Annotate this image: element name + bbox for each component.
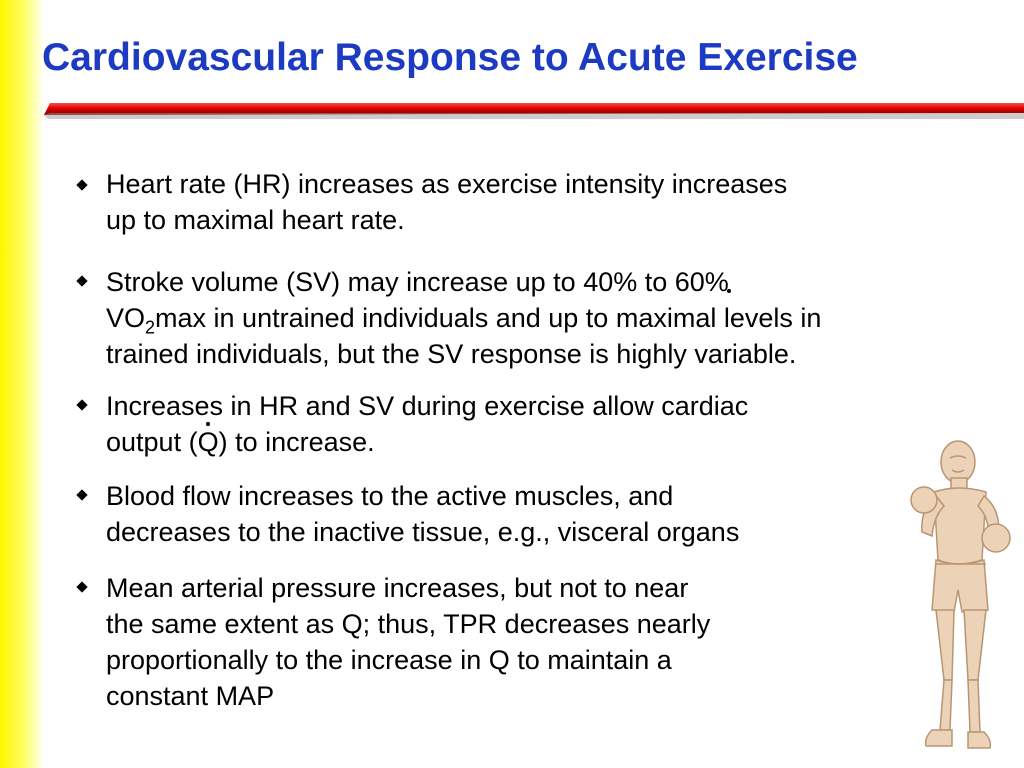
bullet-marker <box>76 179 87 190</box>
bullet-text: Mean arterial pressure increases, but not to near the same extent as Q; thus, TPR decreases nearly proportionally to the increase in Q to maintain a constant MAP <box>106 573 711 711</box>
title-underline-bar <box>44 101 1024 119</box>
bullet-text: Heart rate (HR) increases as exercise intensity increases up to maximal heart rate. <box>106 169 788 235</box>
bullet-marker <box>76 399 87 410</box>
bullet-text: Blood flow increases to the active muscles, and decreases to the inactive tissue, e.g., visceral organs <box>106 481 740 547</box>
bullet-cardiac-output <box>78 388 748 460</box>
bullet-marker <box>76 489 87 500</box>
bullet-map <box>78 570 710 714</box>
bullet-stroke-volume <box>78 264 821 372</box>
bullet-text: Increases in HR and SV during exercise allow cardiac output (Q) to increase. <box>106 388 748 460</box>
bullet-marker <box>76 581 87 592</box>
bullet-blood-flow <box>78 478 739 550</box>
boxer-illustration <box>906 440 1016 760</box>
bullet-marker <box>76 275 87 286</box>
bullet-text: Stroke volume (SV) may increase up to 40% to 60% $VO_2\max$ in untrained individuals and up to maximal levels in trained individuals, but the SV response is highly variable. <box>106 267 822 369</box>
left-yellow-band <box>0 0 44 768</box>
bullet-heart-rate <box>78 166 787 238</box>
slide-title: Cardiovascular Response to Acute Exercise <box>42 36 858 79</box>
